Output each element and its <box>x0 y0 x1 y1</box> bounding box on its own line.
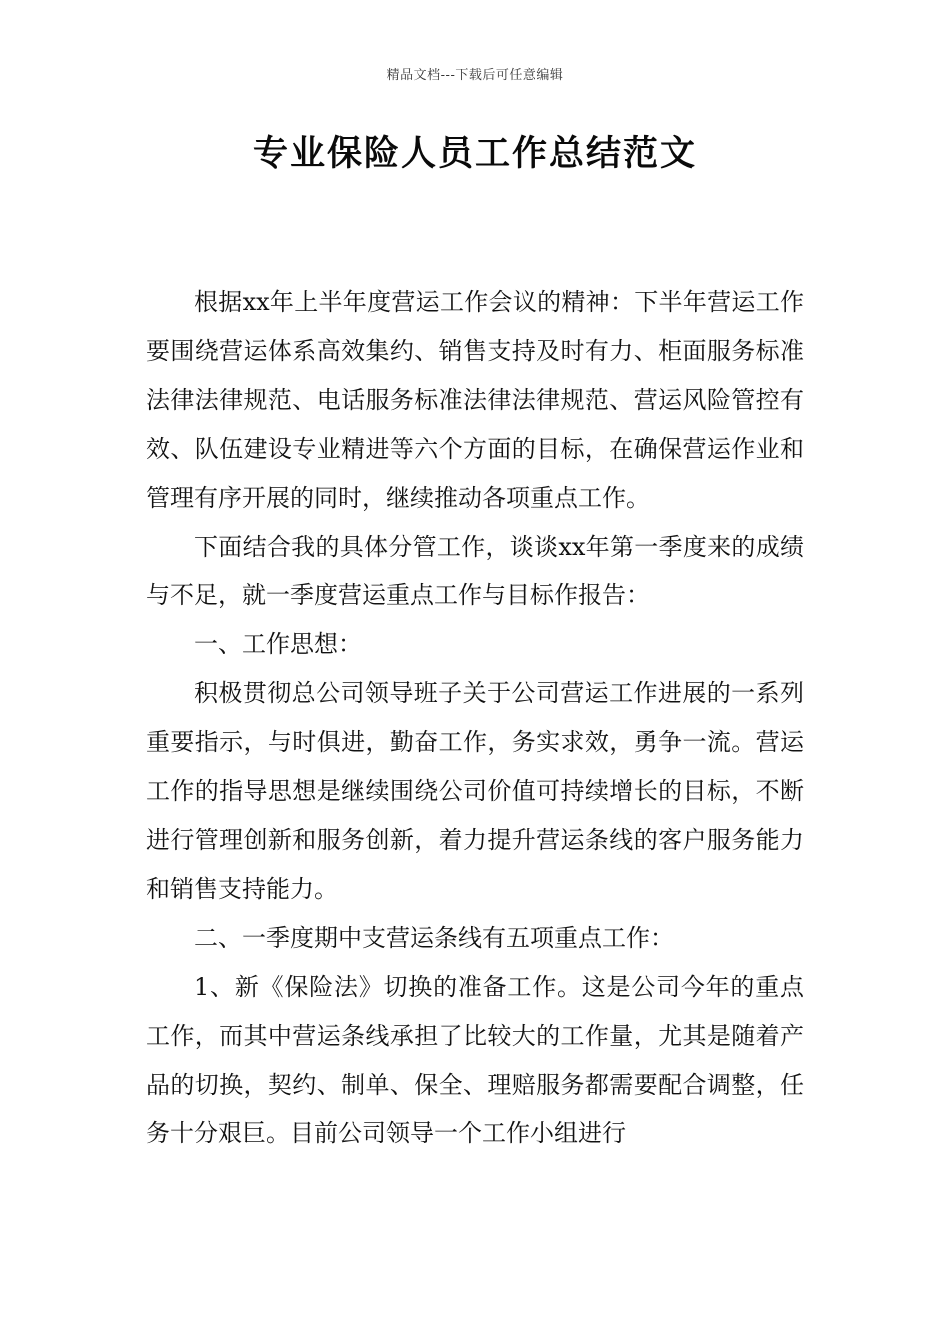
section-heading-work-thinking: 一、工作思想： <box>194 630 362 659</box>
document-title: 专业保险人员工作总结范文 <box>252 134 697 174</box>
section-heading-key-tasks: 二、一季度期中支营运条线有五项重点工作： <box>194 923 674 952</box>
paragraph-intro: 根据xx年上半年度营运工作会议的精神：下半年营运工作要围绕营运体系高效集约、销售支持及时有力、柜面服务标准法律法律规范、电话服务标准法律法律规范、营运风险管控有效、队伍建设专业精进等六个方面的目标，在确保营运作业和管理有序开展的同时，继续推动各项重点工作。 <box>146 288 804 512</box>
page-header: 精品文档---下载后可任意编辑 <box>386 68 564 83</box>
paragraph-report-intro: 下面结合我的具体分管工作，谈谈xx年第一季度来的成绩与不足，就一季度营运重点工作与目标作报告： <box>146 532 804 610</box>
document-body <box>146 278 804 1158</box>
paragraph-guiding-thought: 积极贯彻总公司领导班子关于公司营运工作进展的一系列重要指示，与时俱进，勤奋工作，务实求效，勇争一流。营运工作的指导思想是继续围绕公司价值可持续增长的目标，不断进行管理创新和服务创新，着力提升营运条线的客户服务能力和销售支持能力。 <box>146 679 804 903</box>
paragraph-task-1: 1、新《保险法》切换的准备工作。这是公司今年的重点工作，而其中营运条线承担了比较大的工作量，尤其是随着产品的切换，契约、制单、保全、理赔服务都需要配合调整，任务十分艰巨。目前公司领导一个工作小组进行 <box>146 972 804 1148</box>
